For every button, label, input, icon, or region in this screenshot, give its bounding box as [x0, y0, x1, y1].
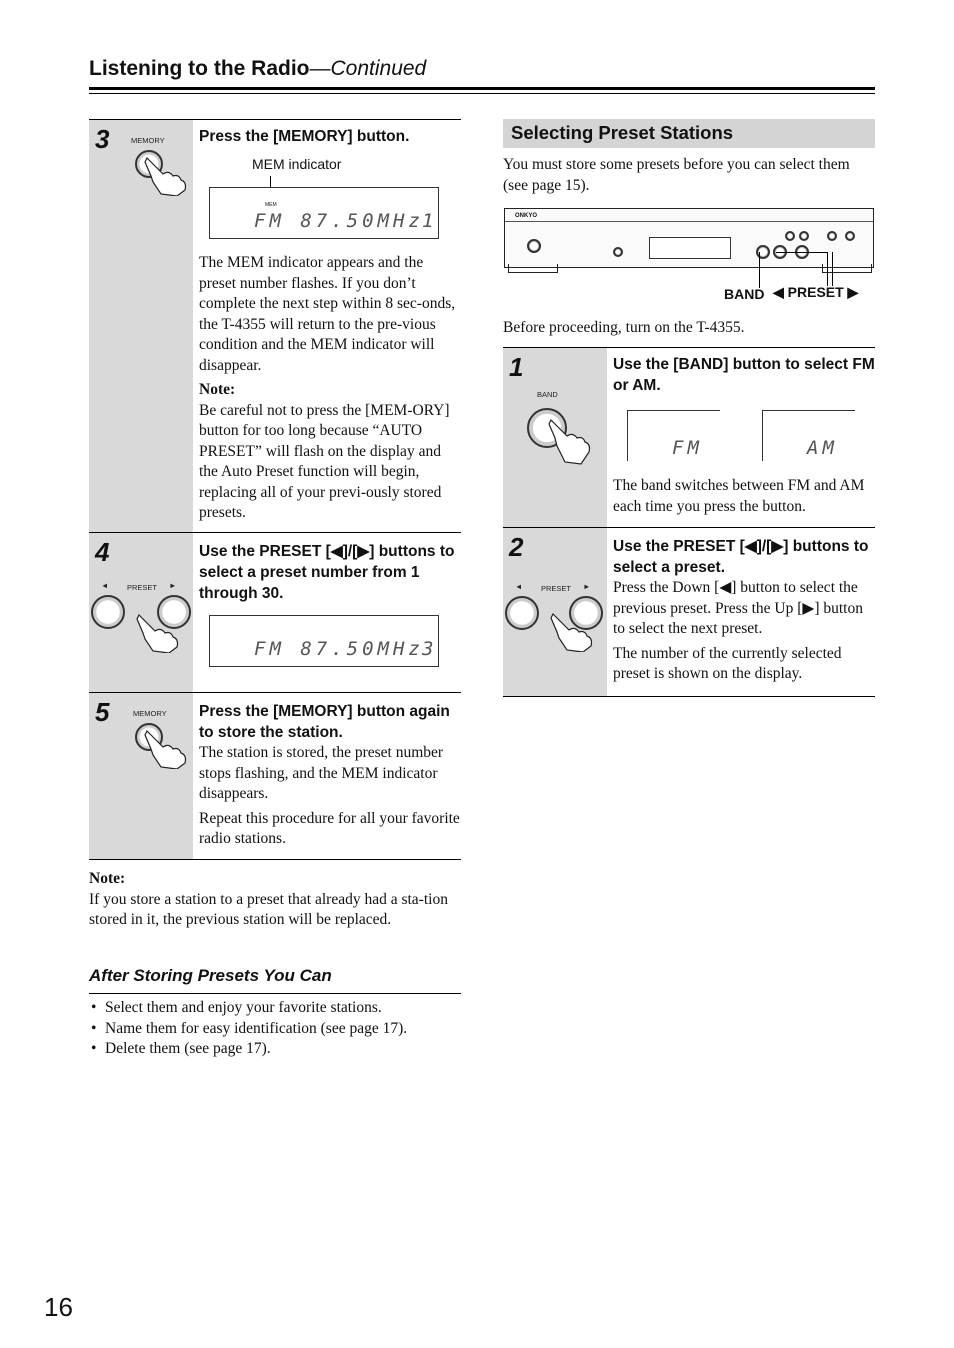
step-3-note-title: Note: [199, 381, 236, 398]
right-arrow-icon: ► [169, 581, 177, 590]
mem-indicator-label: MEM indicator [252, 156, 342, 172]
band-label: BAND [537, 390, 558, 399]
lcd-am-text: AM [807, 437, 838, 459]
lcd-am [762, 410, 855, 461]
step-5-panel [89, 693, 193, 859]
foot-right [822, 264, 872, 273]
preset-label: PRESET [541, 584, 572, 593]
right-step-1-text: The band switches between FM and AM each time you press the button. [613, 477, 865, 515]
section-title: Selecting Preset Stations [511, 122, 734, 143]
step-5-text [199, 743, 461, 850]
page-number: 16 [44, 1292, 73, 1322]
list-item: • Delete them (see page 17). [89, 1039, 469, 1060]
header-continued: —Continued [309, 57, 427, 80]
right-steps-table [503, 347, 875, 697]
step-3-note-text: Be careful not to press the [MEM-ORY] button for too long because “AUTO PRESET” will flash on the display and the Auto Preset function will begin, replacing all of your previ-ously stored presets. [199, 401, 450, 521]
lcd-frequency: FM 87.50MHz [254, 210, 424, 232]
preset-leader-2 [832, 252, 833, 286]
preset-bracket [776, 252, 828, 253]
hand-pointer-icon [143, 156, 189, 196]
step-3-paragraph: The MEM indicator appears and the preset number flashes. If you don’t complete the next step within 8 sec-onds, the T-4355 will return to the pre-vious condition and the MEM indicator will disappear. [199, 254, 456, 374]
brand-logo: ONKYO [515, 213, 538, 219]
note-title: Note: [89, 870, 126, 887]
right-step-2-paragraph-2: The number of the currently selected preset is shown on the display. [613, 644, 842, 682]
lcd-display-step4 [209, 615, 439, 667]
step-5-heading: Press the [MEMORY] button again to store the station. [199, 703, 450, 741]
step-3-text [199, 253, 461, 528]
right-step-2-panel [503, 528, 607, 696]
lcd-fm [627, 410, 720, 461]
preset-callout: ◀ PRESET ▶ [773, 284, 859, 300]
step-3-panel [89, 120, 193, 532]
mem-indicator: MEM [265, 202, 277, 208]
after-storing-title: After Storing Presets You Can [89, 966, 332, 985]
standby-button-icon [527, 239, 541, 253]
hand-pointer-icon [547, 418, 593, 466]
lcd-frequency: FM 87.50MHz [254, 638, 424, 660]
hand-pointer-icon [135, 613, 181, 653]
right-step-1-heading: Use the [BAND] button to select FM or AM. [613, 356, 875, 394]
list-item: • Name them for easy identification (see page 17). [89, 1019, 469, 1040]
left-arrow-icon: ◄ [515, 582, 523, 591]
intro-text: You must store some presets before you can select them (see page 15). [503, 156, 850, 194]
tuner-front-panel [504, 208, 874, 268]
step-3 [89, 119, 461, 532]
display-small-icon [845, 231, 855, 241]
step-number: 4 [95, 537, 110, 567]
step-4-heading: Use the PRESET [◀]/[▶] buttons to select a preset number from 1 through 30. [199, 543, 455, 602]
left-steps-table [89, 119, 461, 859]
right-arrow-icon: ► [583, 582, 591, 591]
preset-label: PRESET [127, 583, 158, 592]
step-number: 5 [95, 697, 110, 727]
right-step-2-heading: Use the PRESET [◀]/[▶] buttons to select a preset. [613, 538, 869, 576]
band-callout: BAND [724, 286, 765, 302]
left-arrow-icon: ◄ [101, 581, 109, 590]
tuning-down-icon [785, 231, 795, 241]
step-number: 3 [95, 124, 110, 154]
before-text: Before proceeding, turn on the T-4355. [503, 319, 745, 336]
right-step-2-text [613, 578, 869, 685]
preset-leader [827, 252, 828, 286]
step-number: 2 [509, 532, 524, 562]
lcd-display-step3 [209, 187, 439, 239]
foot-left [508, 264, 558, 273]
hand-pointer-icon [143, 729, 189, 769]
memory-label: MEMORY [131, 136, 165, 145]
right-step-1-panel [503, 348, 607, 527]
hand-pointer-icon [549, 612, 595, 652]
step-5-paragraph-2: Repeat this procedure for all your favorite radio stations. [199, 809, 460, 847]
after-storing-rule [89, 993, 461, 994]
section-header [503, 119, 875, 148]
band-leader [759, 252, 760, 288]
right-step-2 [503, 527, 875, 697]
right-step-1 [503, 347, 875, 527]
dimmer-button-icon [613, 247, 623, 257]
memory-label: MEMORY [133, 709, 167, 718]
right-step-2-paragraph-1: Press the Down [◀] button to select the previous preset. Press the Up [▶] button to select the next preset. [613, 579, 863, 637]
note-text: If you store a station to a preset that already had a sta-tion stored in it, the previous station will be replaced. [89, 890, 448, 928]
device-display [649, 237, 731, 259]
step-5-paragraph-1: The station is stored, the preset number stops flashing, and the MEM indicator disappears. [199, 744, 444, 802]
left-note [89, 869, 461, 931]
page-header [89, 57, 426, 81]
step-3-heading: Press the [MEMORY] button. [199, 128, 410, 145]
lcd-preset-number: 3 [422, 638, 438, 660]
header-title: Listening to the Radio [89, 57, 310, 80]
after-storing-list [89, 998, 469, 1060]
preset-down-button-icon [505, 596, 539, 630]
step-number: 1 [509, 352, 524, 382]
header-rule [89, 87, 875, 90]
lcd-fm-text: FM [672, 437, 703, 459]
step-4 [89, 532, 461, 692]
panel-line [505, 221, 873, 222]
lcd-preset-number: 1 [422, 210, 438, 232]
memory-small-icon [827, 231, 837, 241]
tuning-up-icon [799, 231, 809, 241]
preset-down-button-icon [91, 595, 125, 629]
header-rule-thin [89, 93, 875, 94]
step-5 [89, 692, 461, 860]
step-4-panel [89, 533, 193, 692]
list-item: • Select them and enjoy your favorite stations. [89, 998, 469, 1019]
